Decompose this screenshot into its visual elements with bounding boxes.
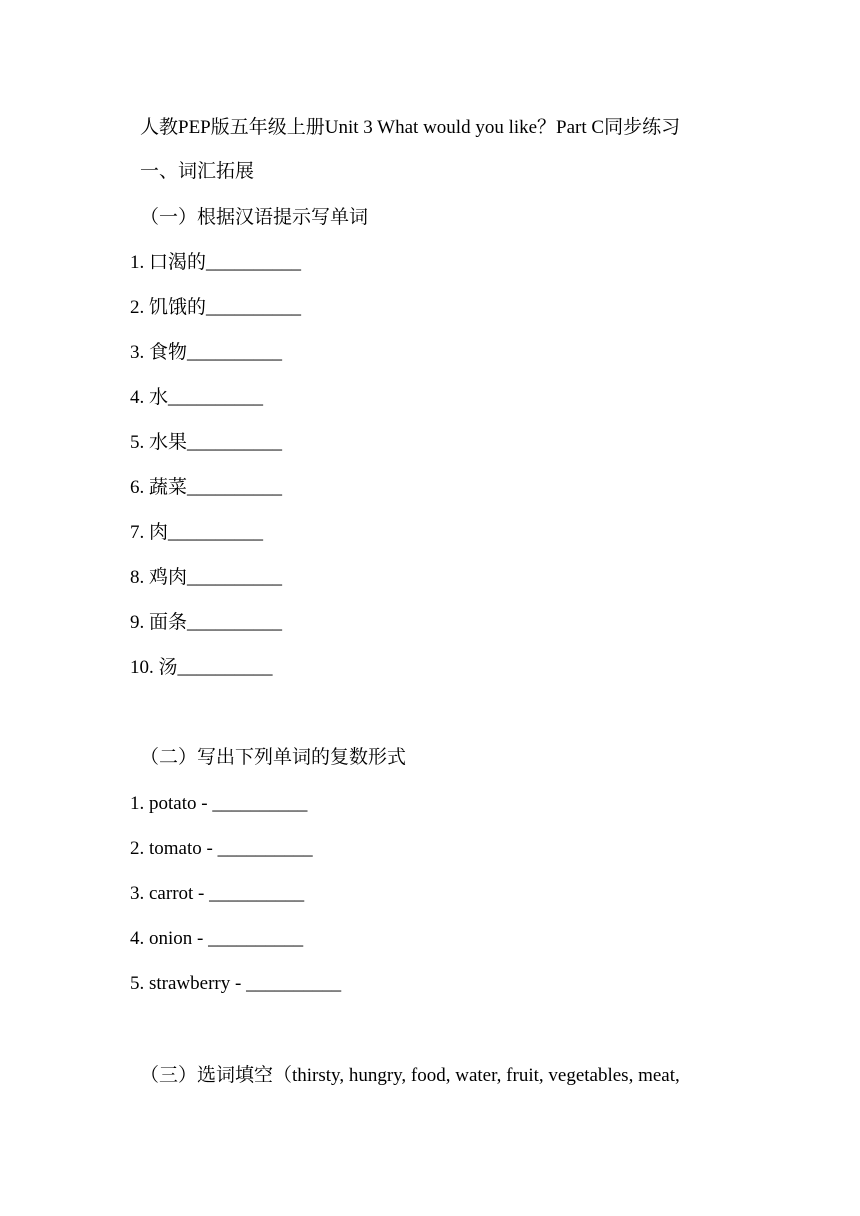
exercise-item: 8. 鸡肉__________: [130, 567, 283, 588]
exercise-item: 3. carrot - __________: [130, 883, 305, 904]
exercise-item: 3. 食物__________: [130, 342, 283, 363]
exercise-item: 7. 肉__________: [130, 522, 264, 543]
exercise-item: 5. strawberry - __________: [130, 973, 342, 994]
exercise-item: 9. 面条__________: [130, 612, 283, 633]
exercise-item: 1. 口渴的__________: [130, 252, 302, 273]
worksheet-title: 人教PEP版五年级上册Unit 3 What would you like？Part C同步练习: [140, 117, 681, 138]
exercise-item: 10. 汤__________: [130, 657, 273, 678]
subsection-heading-fill-blanks: （三）选词填空（thirsty, hungry, food, water, fruit, vegetables, meat,: [140, 1065, 680, 1086]
exercise-item: 1. potato - __________: [130, 793, 308, 814]
subsection-heading-write-words: （一）根据汉语提示写单词: [140, 207, 369, 228]
exercise-item: 4. onion - __________: [130, 928, 304, 949]
exercise-item: 2. tomato - __________: [130, 838, 313, 859]
subsection-heading-plural-forms: （二）写出下列单词的复数形式: [140, 747, 407, 768]
exercise-item: 4. 水__________: [130, 387, 264, 408]
exercise-item: 5. 水果__________: [130, 432, 283, 453]
exercise-item: 6. 蔬菜__________: [130, 477, 283, 498]
section-heading-vocabulary: 一、词汇拓展: [140, 161, 255, 182]
exercise-item: 2. 饥饿的__________: [130, 297, 302, 318]
